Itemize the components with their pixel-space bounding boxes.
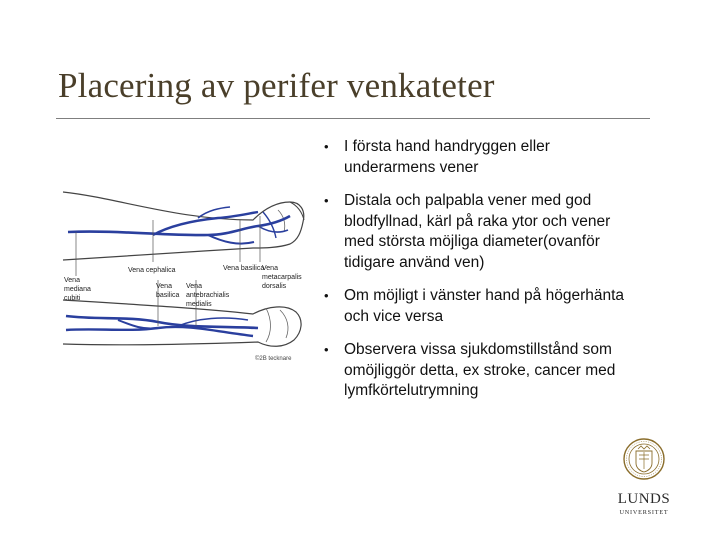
logo-subtitle: UNIVERSITET — [619, 509, 669, 516]
bullet-text: Observera vissa sjukdomstillstånd som omöjliggör detta, ex stroke, cancer med lymfkörtelutrymning — [344, 341, 616, 399]
bullet-item: • Distala och palpabla vener med god blodfyllnad, kärl på raka ytor och vener med största möjliga diameter(ovanför tidigare använd ven) — [324, 192, 611, 271]
upper-arm-drawing — [63, 192, 304, 260]
bullet-item: • I första hand handryggen eller underarmens vener — [324, 138, 550, 176]
bullet-item: • Observera vissa sjukdomstillstånd som omöjliggör detta, ex stroke, cancer med lymfkörtelutrymning — [324, 341, 616, 399]
label-mediana-2: mediana — [64, 286, 91, 293]
label-basilica-1: Vena — [156, 283, 172, 290]
title-divider — [56, 118, 650, 119]
label-antebrachialis-1: Vena — [186, 283, 202, 290]
label-metacarpalis-1: Vena — [262, 265, 278, 272]
lower-arm-drawing — [63, 300, 301, 346]
label-vena-basilica-top-1: Vena basilica — [223, 265, 265, 272]
label-mediana-1: Vena — [64, 277, 80, 284]
logo-name: LUNDS — [617, 491, 671, 507]
illustration-credit: ©2B tecknare — [255, 356, 292, 362]
label-antebrachialis-2: antebrachialis — [186, 292, 230, 299]
slide-title: Placering av perifer venkateter — [58, 66, 495, 105]
arm-veins-illustration — [58, 180, 318, 370]
label-vena-cephalica: Vena cephalica — [128, 267, 176, 274]
bullet-item: • Om möjligt i vänster hand på högerhänta och vice versa — [324, 287, 625, 325]
bullet-list — [320, 137, 640, 415]
bullet-text: I första hand handryggen eller underarmens vener — [344, 138, 550, 176]
label-metacarpalis-3: dorsalis — [262, 283, 287, 290]
lunds-universitet-logo — [608, 437, 680, 519]
university-seal-icon — [624, 439, 664, 479]
label-mediana-3: cubiti — [64, 295, 81, 302]
bullet-text: Distala och palpabla vener med god blodfyllnad, kärl på raka ytor och vener med största möjliga diameter(ovanför tidigare använd ven) — [344, 192, 611, 271]
label-antebrachialis-3: medialis — [186, 301, 212, 308]
bullet-text: Om möjligt i vänster hand på högerhänta och vice versa — [344, 287, 625, 325]
label-metacarpalis-2: metacarpalis — [262, 274, 302, 281]
label-basilica-2: basilica — [156, 292, 180, 299]
